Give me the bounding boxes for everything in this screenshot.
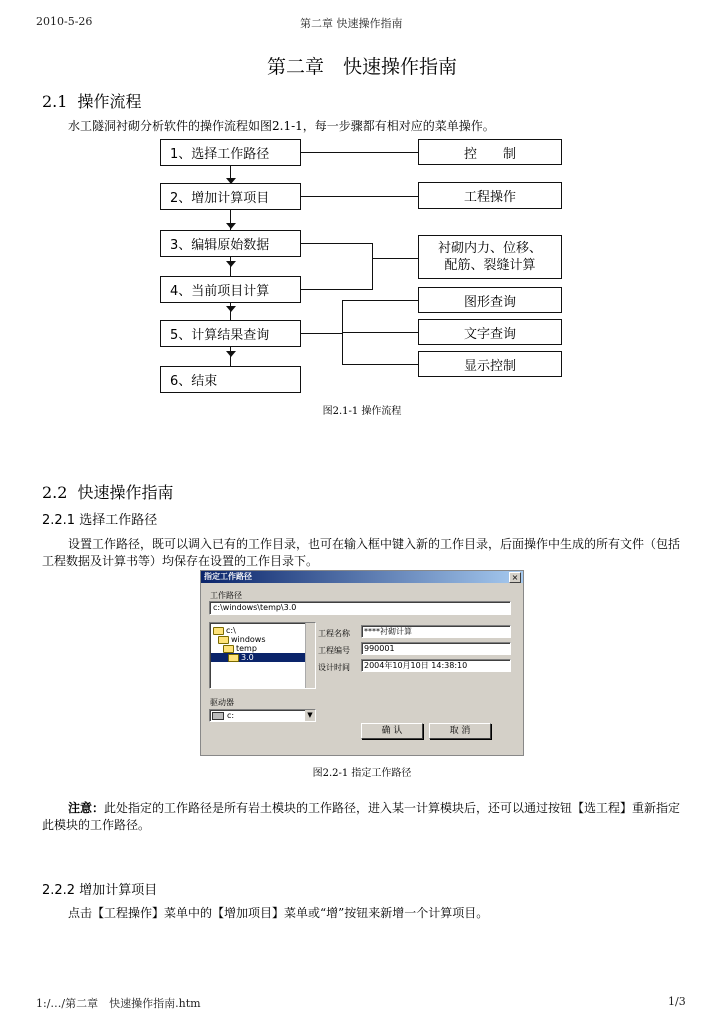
- connector-4a: [301, 289, 373, 290]
- field-label-number: 工程编号: [318, 646, 350, 655]
- section-number: 2.1: [42, 92, 68, 111]
- dialog-screenshot: [200, 570, 524, 756]
- flow-menu-text: 文字查询: [418, 319, 562, 345]
- flow-menu-display: 显示控制: [418, 351, 562, 377]
- connector-5-graph: [342, 300, 418, 301]
- subsection-heading-2-2-2: 2.2.2 增加计算项目: [42, 883, 158, 898]
- folder-tree[interactable]: [209, 622, 316, 689]
- folder-open-icon: [213, 627, 224, 635]
- arrowhead: [226, 223, 236, 229]
- field-label-time: 设计时间: [318, 663, 350, 672]
- field-label-name: 工程名称: [318, 629, 350, 638]
- tree-item-label: c:\: [226, 626, 236, 635]
- chevron-down-icon[interactable]: ▼: [305, 710, 315, 721]
- tree-item-label: 3.0: [241, 653, 254, 662]
- drive-value: c:: [227, 711, 235, 720]
- section-heading-2-2: [42, 480, 173, 503]
- subsection-heading-2-2-1: 2.2.1 选择工作路径: [42, 513, 158, 528]
- flow-menu-graph: 图形查询: [418, 287, 562, 313]
- section-title: 操作流程: [77, 92, 142, 111]
- subsection-2-2-2-paragraph: 点击【工程操作】菜单中的【增加项目】菜单或“增”按钮来新增一个计算项目。: [68, 906, 489, 920]
- footer-path: 1:/…/第二章 快速操作指南.htm: [36, 997, 201, 1010]
- note-paragraph: [42, 800, 687, 834]
- tree-item-windows[interactable]: [218, 635, 266, 644]
- flow-menu-calc-line1: 衬砌内力、位移、: [437, 241, 542, 256]
- flow-menu-calc: [418, 235, 562, 279]
- drive-select[interactable]: [209, 709, 316, 722]
- folder-open-icon: [223, 645, 234, 653]
- note-text: 此处指定的工作路径是所有岩土模块的工作路径，进入某一计算模块后，还可以通过按钮【选工程】重新指定此模块的工作路径。: [42, 801, 681, 832]
- arrowhead: [226, 261, 236, 267]
- connector-5a: [301, 333, 343, 334]
- design-time-input[interactable]: 2004年10月10日 14:38:10: [361, 659, 511, 672]
- header-title: 第二章 快速操作指南: [300, 17, 403, 30]
- tree-item-root[interactable]: [213, 626, 236, 635]
- section-number: 2.2: [42, 483, 68, 502]
- note-label: 注意：: [68, 801, 105, 815]
- path-label: 工作路径: [210, 591, 242, 600]
- header-date: 2010-5-26: [36, 15, 93, 28]
- arrowhead: [226, 351, 236, 357]
- connector-5-text: [342, 332, 418, 333]
- flow-menu-project: 工程操作: [418, 182, 562, 209]
- folder-open-icon: [218, 636, 229, 644]
- subsection-2-2-1-paragraph: 设置工作路径，既可以调入已有的工作目录，也可在输入框中键入新的工作目录，后面操作中生成的所有文件（包括工程数据及计算书等）均保存在设置的工作目录下。: [42, 537, 681, 568]
- close-icon[interactable]: ×: [509, 572, 521, 583]
- flowchart: [0, 0, 724, 400]
- drive-label: 驱动器: [210, 698, 234, 707]
- flow-step-1: 1、选择工作路径: [160, 139, 301, 166]
- scrollbar[interactable]: [305, 623, 315, 688]
- arrowhead: [226, 306, 236, 312]
- flow-menu-calc-line2: 配筋、裂缝计算: [444, 258, 536, 273]
- section-title: 快速操作指南: [77, 483, 174, 502]
- project-number-input[interactable]: 990001: [361, 642, 511, 655]
- connector-34-vert: [372, 243, 373, 290]
- flow-step-3: 3、编辑原始数据: [160, 230, 301, 257]
- tree-item-selected[interactable]: [211, 653, 306, 662]
- section-2-1-paragraph: 水工隧洞衬砌分析软件的操作流程如图2.1-1，每一步骤都有相对应的菜单操作。: [68, 119, 495, 133]
- flow-step-6: 6、结束: [160, 366, 301, 393]
- cancel-button[interactable]: 取 消: [429, 723, 491, 739]
- flow-step-2: 2、增加计算项目: [160, 183, 301, 210]
- figure-caption-2-2: 图2.2-1 指定工作路径: [312, 768, 412, 779]
- tree-item-temp[interactable]: [223, 644, 257, 653]
- connector-3a: [301, 243, 373, 244]
- ok-button[interactable]: 确 认: [361, 723, 423, 739]
- flow-menu-control: 控 制: [418, 139, 562, 165]
- dialog-title: 指定工作路径: [201, 571, 523, 583]
- chapter-title: 第二章 快速操作指南: [266, 56, 457, 78]
- folder-open-icon: [228, 654, 239, 662]
- path-input[interactable]: c:\windows\temp\3.0: [209, 601, 511, 615]
- tree-item-label: temp: [236, 644, 257, 653]
- flow-step-4: 4、当前项目计算: [160, 276, 301, 303]
- flow-step-5: 5、计算结果查询: [160, 320, 301, 347]
- tree-item-label: windows: [231, 635, 266, 644]
- drive-icon: [212, 712, 224, 720]
- footer-page: 1/3: [668, 995, 686, 1008]
- figure-caption-2-1: 图2.1-1 操作流程: [322, 406, 402, 417]
- connector-5-display: [342, 364, 418, 365]
- connector-2: [301, 196, 418, 197]
- project-name-input[interactable]: ****衬砌计算: [361, 625, 511, 638]
- connector-1: [301, 152, 418, 153]
- connector-34-out: [372, 258, 418, 259]
